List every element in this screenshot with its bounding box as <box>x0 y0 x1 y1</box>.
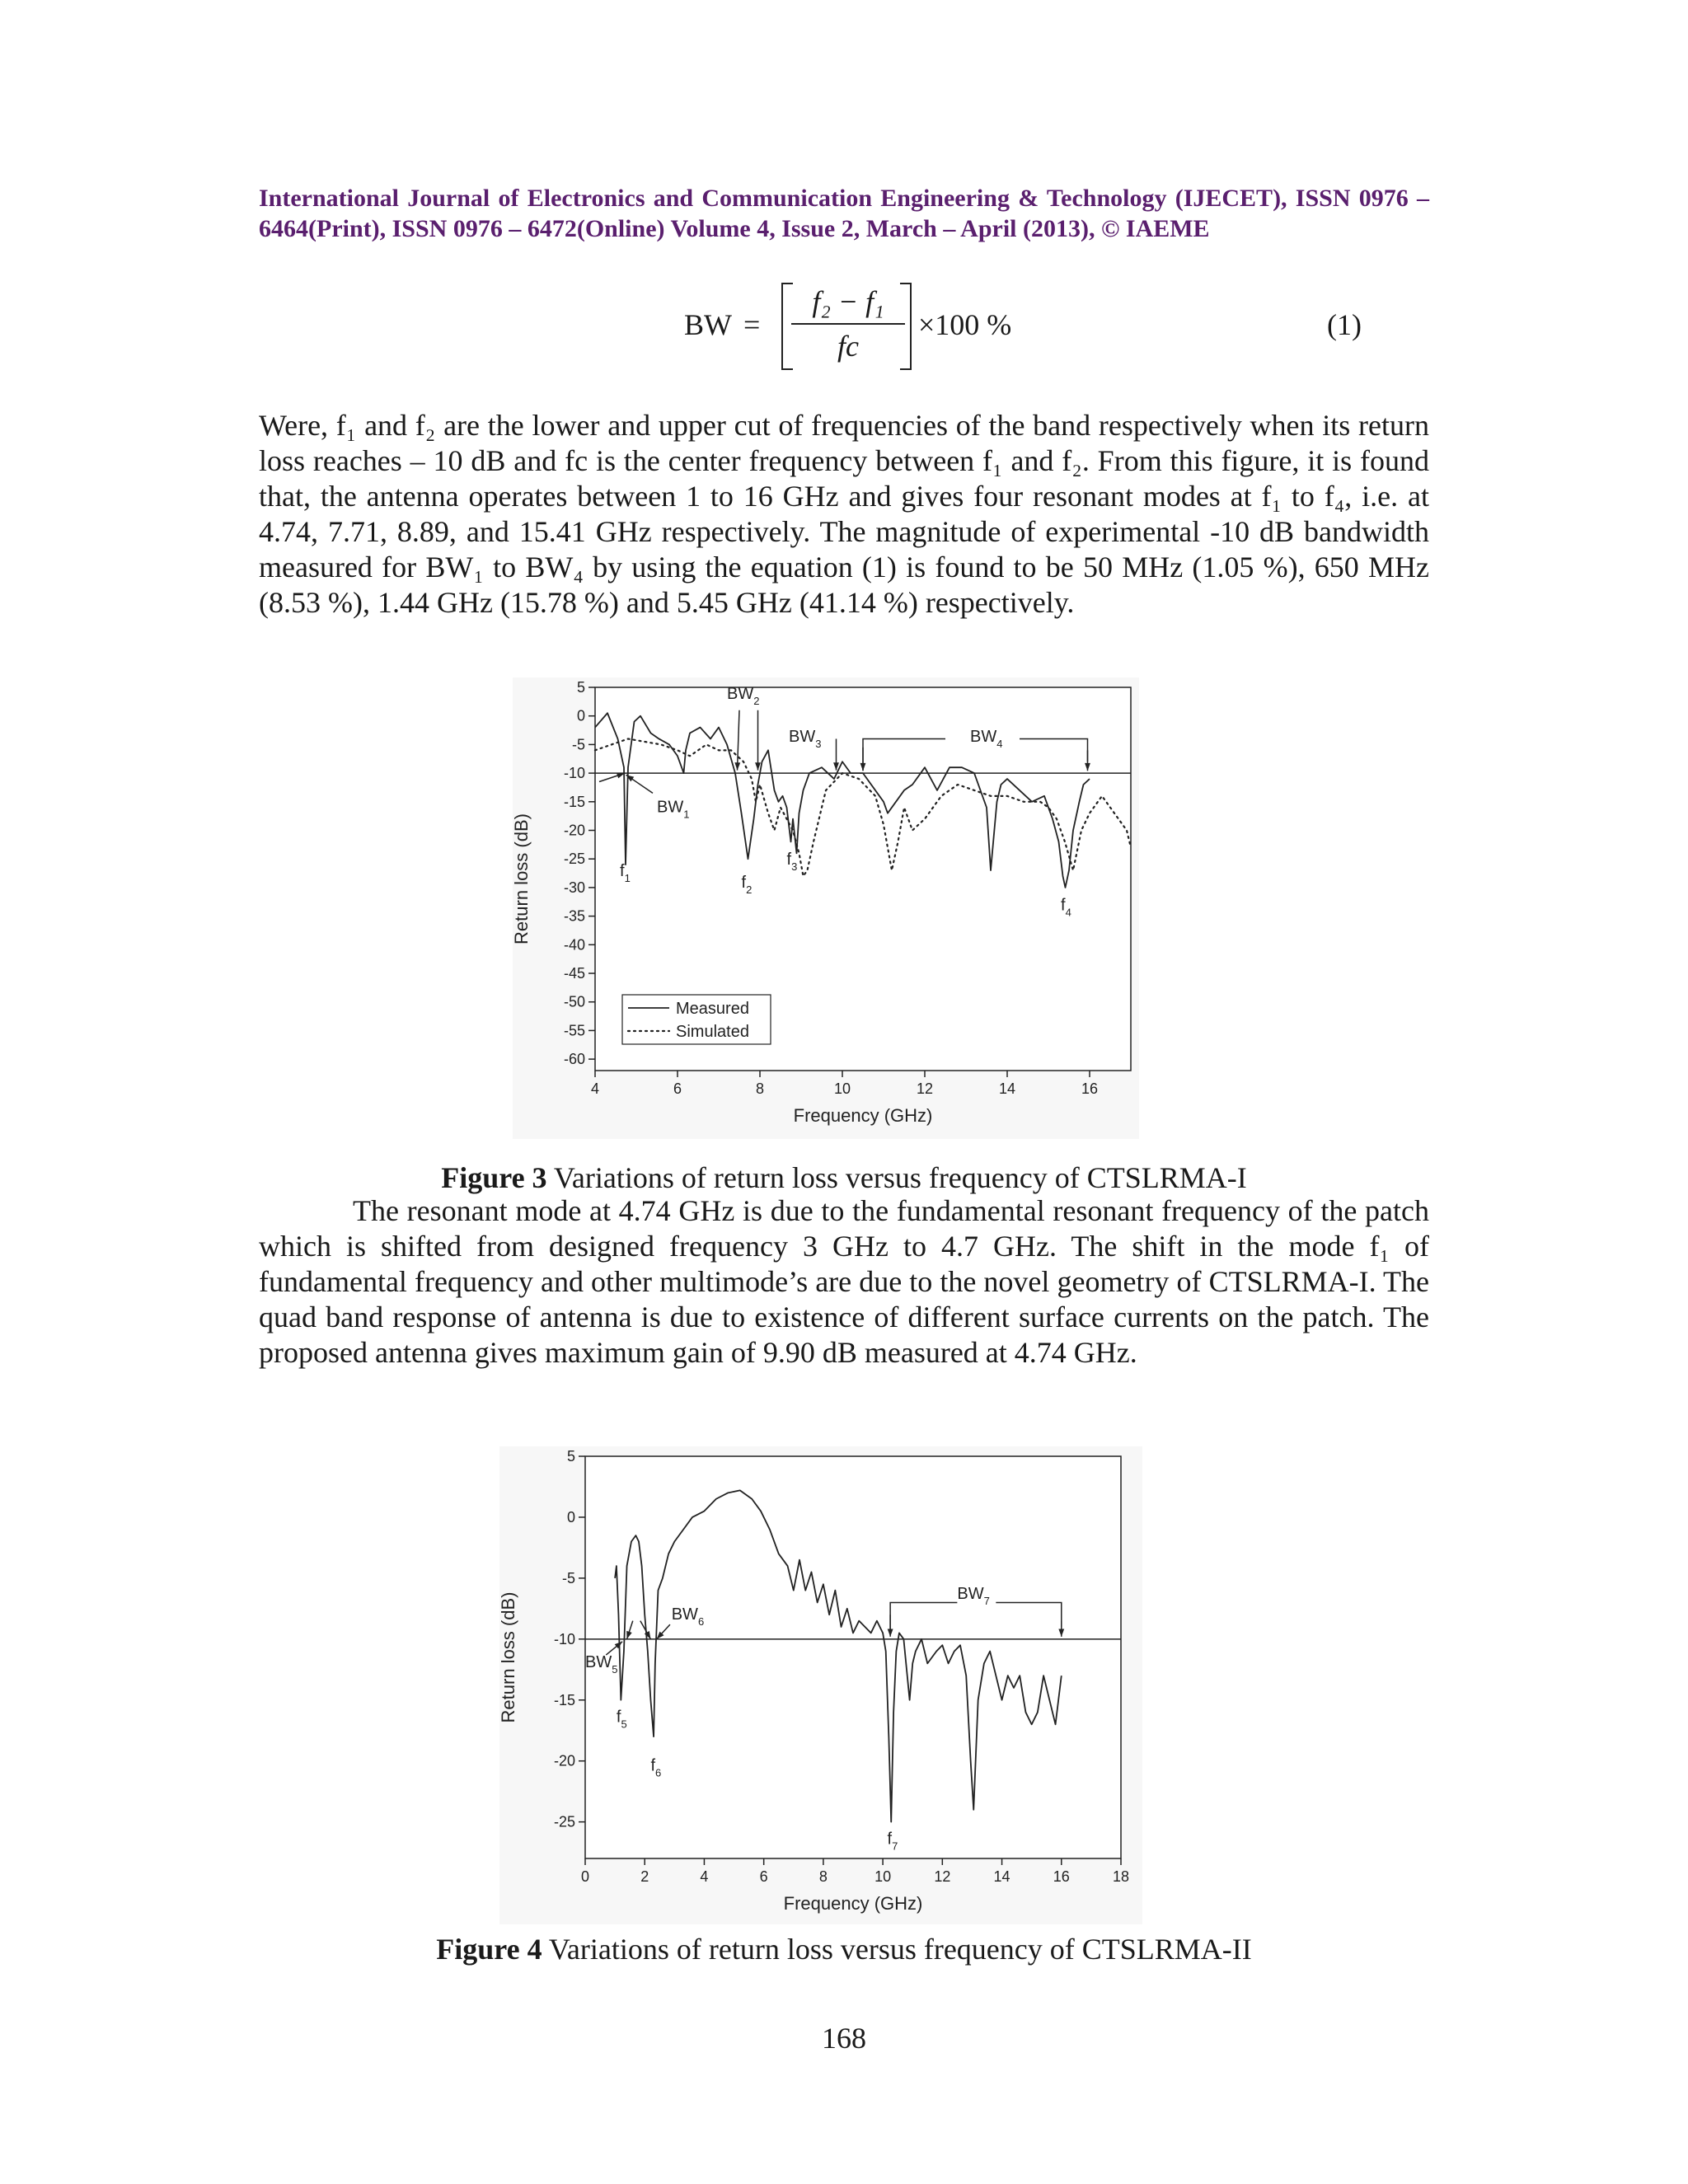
x-tick-label: 4 <box>700 1868 709 1885</box>
annotation-bw6: $BW_6$ <box>671 1605 705 1629</box>
equation-lhs: BW <box>684 308 732 341</box>
y-tick-label: -10 <box>563 765 585 782</box>
y-tick-label: -5 <box>571 736 585 753</box>
y-tick-label: 0 <box>566 1508 575 1526</box>
y-tick-label: 0 <box>576 707 585 724</box>
legend-measured-label: Measured <box>676 1000 749 1018</box>
return-loss-chart-ctslrma-i <box>513 677 1139 1139</box>
y-tick-label: -55 <box>563 1022 585 1039</box>
y-axis-label: Return loss (dB) <box>499 1591 518 1723</box>
y-axis-label: Return loss (dB) <box>513 813 532 944</box>
x-tick-label: 0 <box>580 1868 590 1885</box>
bandwidth-equation <box>684 276 1426 375</box>
x-tick-label: 16 <box>1053 1868 1070 1885</box>
x-tick-label: 18 <box>1112 1868 1130 1885</box>
annotation-bw2: $BW_2$ <box>727 684 760 707</box>
y-tick-label: -20 <box>563 822 585 839</box>
y-tick-label: -35 <box>563 907 585 925</box>
fraction-bar <box>791 323 905 325</box>
y-tick-label: -40 <box>563 936 585 954</box>
x-tick-label: 12 <box>916 1080 934 1097</box>
x-axis-label: Frequency (GHz) <box>793 1105 933 1126</box>
annotation-f1: $f_1$ <box>620 862 631 885</box>
figure-4-chart <box>499 1446 1142 1929</box>
x-tick-label: 6 <box>673 1080 682 1097</box>
annotation-f6: $f_6$ <box>650 1756 662 1779</box>
equation-equals: = <box>743 308 761 341</box>
y-tick-label: -45 <box>563 965 585 982</box>
annotation-f2: $f_2$ <box>741 873 753 896</box>
x-tick-label: 14 <box>998 1080 1016 1097</box>
figure-3-chart <box>513 677 1139 1143</box>
x-tick-label: 8 <box>818 1868 828 1885</box>
x-tick-label: 6 <box>759 1868 768 1885</box>
x-tick-label: 16 <box>1081 1080 1099 1097</box>
figure-3-label: Figure 3 <box>441 1161 547 1194</box>
x-tick-label: 8 <box>755 1080 765 1097</box>
y-tick-label: -60 <box>563 1051 585 1068</box>
x-tick-label: 12 <box>934 1868 951 1885</box>
x-axis-label: Frequency (GHz) <box>783 1893 923 1914</box>
y-tick-label: -15 <box>553 1691 575 1708</box>
annotation-f7: $f_7$ <box>887 1830 898 1853</box>
x-tick-label: 10 <box>874 1868 892 1885</box>
x-tick-label: 14 <box>993 1868 1010 1885</box>
annotation-bw4: $BW_4$ <box>970 727 1003 750</box>
x-tick-label: 4 <box>590 1080 600 1097</box>
x-tick-label: 10 <box>833 1080 851 1097</box>
y-tick-label: 5 <box>576 679 585 696</box>
y-tick-label: 5 <box>566 1448 575 1465</box>
paragraph-bandwidth: Were, f₁ and f₂ are the lower and upper cut of frequencies of the band respectively when its return loss reaches – 10 dB and fc is the center frequency between f₁ and f₂. From this figure, it is found that, the antenna operates between 1 to 16 GHz and gives four resonant modes at f₁ to f₄, i.e. at 4.74, 7.71, 8.89, and 15.41 GHz respectively. The magnitude of experimental -10 dB bandwidth measured for BW₁ to BW₄ by using the equation (1) is found to be 50 MHz (1.05 %), 650 MHz (8.53 %), 1.44 GHz (15.78 %) and 5.45 GHz (41.14 %) respectively. <box>259 409 1429 619</box>
figure-4-label: Figure 4 <box>436 1933 542 1966</box>
annotation-bw7: $BW_7$ <box>957 1585 990 1608</box>
y-tick-label: -25 <box>563 851 585 868</box>
equation-denominator: fc <box>837 330 859 363</box>
annotation-f4: $f_4$ <box>1061 896 1071 919</box>
y-tick-label: -10 <box>553 1630 575 1647</box>
figure-4-caption <box>0 1932 1688 1966</box>
right-bracket <box>900 283 912 370</box>
y-tick-label: -50 <box>563 993 585 1010</box>
x-tick-label: 2 <box>640 1868 649 1885</box>
legend-simulated-label: Simulated <box>676 1023 749 1041</box>
equation-multiplier: ×100 % <box>918 308 1012 341</box>
plot-frame <box>585 1456 1121 1858</box>
y-tick-label: -15 <box>563 793 585 810</box>
figure-3-text: Variations of return loss versus frequency of CTSLRMA-I <box>546 1161 1247 1194</box>
annotation-f5: $f_5$ <box>616 1708 627 1731</box>
annotation-f3: $f_3$ <box>786 851 798 874</box>
y-tick-label: -25 <box>553 1813 575 1830</box>
paragraph-resonance: The resonant mode at 4.74 GHz is due to the fundamental resonant frequency of the patch which is shifted from designed frequency 3 GHz to 4.7 GHz. The shift in the mode f₁ of fundamental frequency and other multimode’s are due to the novel geometry of CTSLRMA-I. The quad band response of antenna is due to existence of different surface currents on the patch. The proposed antenna gives maximum gain of 9.90 dB measured at 4.74 GHz. <box>259 1194 1429 1369</box>
annotation-bw3: $BW_3$ <box>789 727 822 750</box>
y-tick-label: -20 <box>553 1752 575 1769</box>
page-number: 168 <box>822 2022 866 2055</box>
equation-numerator: f₂ − f₁ <box>812 285 884 318</box>
equation-number: (1) <box>1327 308 1362 341</box>
figure-4-text: Variations of return loss versus frequency of CTSLRMA-II <box>542 1933 1252 1966</box>
figure-3-caption <box>0 1160 1688 1195</box>
y-tick-label: -5 <box>561 1569 575 1586</box>
annotation-bw1: $BW_1$ <box>657 798 690 821</box>
annotation-bw5: $BW_5$ <box>585 1652 618 1675</box>
return-loss-chart-ctslrma-ii <box>499 1446 1142 1924</box>
y-tick-label: -30 <box>563 879 585 896</box>
journal-header: International Journal of Electronics and Communication Engineering & Technology (IJECET), ISSN 0976 – 6464(Print), ISSN 0976 – 6472(Online) Volume 4, Issue 2, March – April (2013), © IAEME <box>259 185 1429 242</box>
